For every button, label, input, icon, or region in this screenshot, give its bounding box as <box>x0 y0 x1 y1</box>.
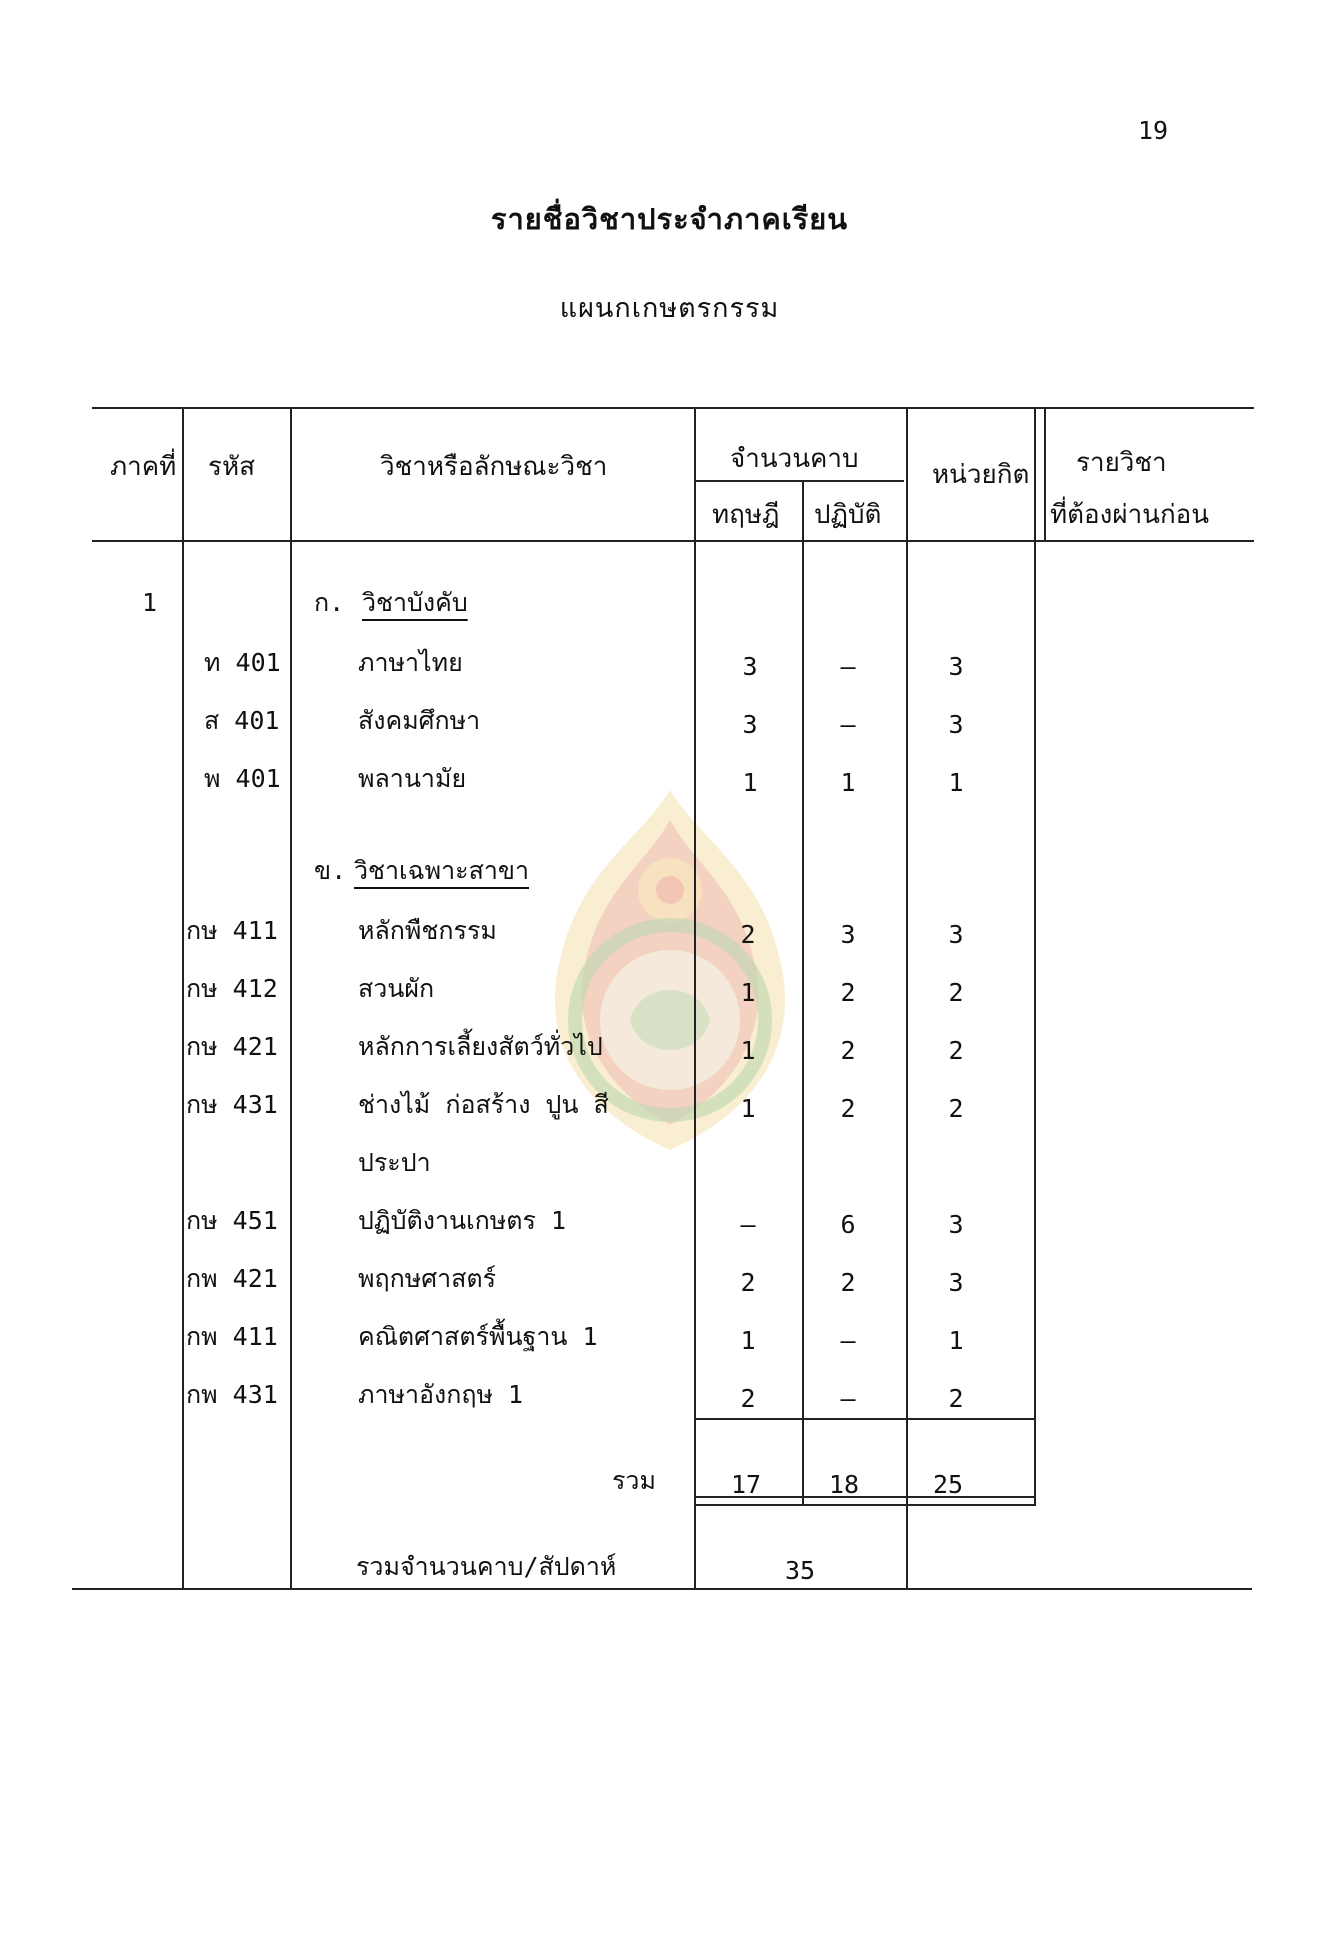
col-divider-code <box>290 407 292 1588</box>
section-a-heading: วิชาบังคับ <box>362 588 468 617</box>
header-periods: จำนวนคาบ <box>730 444 859 474</box>
header-credits: หน่วยกิต <box>932 460 1030 490</box>
row-code: กษ 411 <box>186 916 278 945</box>
row-credits: 3 <box>948 920 964 949</box>
table-bottom-rule <box>72 1588 1252 1590</box>
section-b-heading: วิชาเฉพาะสาขา <box>354 856 529 885</box>
weekly-total-value: 35 <box>784 1556 816 1585</box>
row-theory: 1 <box>740 1036 756 1065</box>
row-code: กพ 431 <box>186 1380 278 1409</box>
term-value: 1 <box>142 588 158 617</box>
row-theory: 1 <box>742 768 758 797</box>
page-number: 19 <box>1138 116 1169 145</box>
page-title: รายชื่อวิชาประจำภาคเรียน <box>490 202 849 236</box>
row-code: กษ 421 <box>186 1032 278 1061</box>
row-theory: 2 <box>740 1268 756 1297</box>
row-practice: 2 <box>840 1268 856 1297</box>
weekly-total-label: รวมจำนวนคาบ/สัปดาห์ <box>356 1552 617 1581</box>
header-prereq-line1: รายวิชา <box>1076 448 1167 478</box>
total-credits: 25 <box>932 1470 964 1499</box>
row-practice: – <box>840 710 856 739</box>
col-divider-practice <box>906 407 908 1588</box>
total-bottom-rule-2 <box>694 1504 1036 1506</box>
row-credits: 3 <box>948 1210 964 1239</box>
row-credits: 1 <box>948 768 964 797</box>
row-subject: ภาษาไทย <box>358 648 463 677</box>
row-subject: พฤกษศาสตร์ <box>358 1264 497 1293</box>
row-credits: 3 <box>948 710 964 739</box>
row-subject: สวนผัก <box>358 974 435 1003</box>
row-subject: ช่างไม้ ก่อสร้าง ปูน สี <box>358 1090 609 1119</box>
row-code: พ 401 <box>204 764 281 793</box>
row-credits: 2 <box>948 1384 964 1413</box>
row-practice: – <box>840 1326 856 1355</box>
row-practice: – <box>840 1384 856 1413</box>
row-theory: 1 <box>740 1094 756 1123</box>
row-theory: 3 <box>742 710 758 739</box>
row-credits: 3 <box>948 1268 964 1297</box>
row-code: ท 401 <box>204 648 281 677</box>
row-subject: ปฏิบัติงานเกษตร 1 <box>358 1206 567 1235</box>
col-divider-prereq <box>1044 407 1046 542</box>
header-practice: ปฏิบัติ <box>814 500 882 530</box>
section-a-prefix: ก. <box>314 588 345 617</box>
row-practice: 2 <box>840 1036 856 1065</box>
header-code: รหัส <box>208 452 255 482</box>
row-subject: สังคมศึกษา <box>358 706 481 735</box>
row-practice: – <box>840 652 856 681</box>
col-divider-credits <box>1034 407 1036 1506</box>
section-b-prefix: ข. <box>314 856 347 885</box>
row-credits: 2 <box>948 978 964 1007</box>
row-practice: 6 <box>840 1210 856 1239</box>
total-top-rule <box>694 1418 1034 1420</box>
row-practice: 2 <box>840 978 856 1007</box>
header-prereq-line2: ที่ต้องผ่านก่อน <box>1050 500 1210 530</box>
row-subject: คณิตศาสตร์พื้นฐาน 1 <box>358 1322 598 1351</box>
header-theory: ทฤษฎี <box>712 500 780 530</box>
row-subject: ภาษาอังกฤษ 1 <box>358 1380 524 1409</box>
row-practice: 3 <box>840 920 856 949</box>
row-practice: 2 <box>840 1094 856 1123</box>
header-subject: วิชาหรือลักษณะวิชา <box>380 452 608 482</box>
row-theory: 2 <box>740 920 756 949</box>
page-subtitle: แผนกเกษตรกรรม <box>559 293 780 324</box>
row-theory: 2 <box>740 1384 756 1413</box>
row-subject: หลักการเลี้ยงสัตว์ทั่วไป <box>358 1032 603 1061</box>
row-code: กพ 421 <box>186 1264 278 1293</box>
row-subject: หลักพืชกรรม <box>358 916 497 945</box>
row-credits: 1 <box>948 1326 964 1355</box>
row-code: กษ 451 <box>186 1206 278 1235</box>
total-label: รวม <box>612 1466 656 1495</box>
row-code: กษ 431 <box>186 1090 278 1119</box>
row-code: ส 401 <box>204 706 280 735</box>
row-theory: 1 <box>740 1326 756 1355</box>
row-subject: พลานามัย <box>358 764 467 793</box>
row-code: กษ 412 <box>186 974 278 1003</box>
row-credits: 2 <box>948 1094 964 1123</box>
table-top-rule <box>92 407 1254 409</box>
row-credits: 3 <box>948 652 964 681</box>
row-theory: 1 <box>740 978 756 1007</box>
header-term: ภาคที่ <box>110 452 177 482</box>
row-theory: – <box>740 1210 756 1239</box>
periods-subheader-rule <box>694 480 904 482</box>
header-bottom-rule <box>92 540 1254 542</box>
col-divider-theory <box>802 480 804 1506</box>
row-practice: 1 <box>840 768 856 797</box>
col-divider-subject <box>694 407 696 1588</box>
row-subject: ประปา <box>358 1148 431 1177</box>
row-code: กพ 411 <box>186 1322 278 1351</box>
row-credits: 2 <box>948 1036 964 1065</box>
total-practice: 18 <box>828 1470 860 1499</box>
row-theory: 3 <box>742 652 758 681</box>
total-theory: 17 <box>730 1470 762 1499</box>
col-divider-term <box>182 407 184 1588</box>
